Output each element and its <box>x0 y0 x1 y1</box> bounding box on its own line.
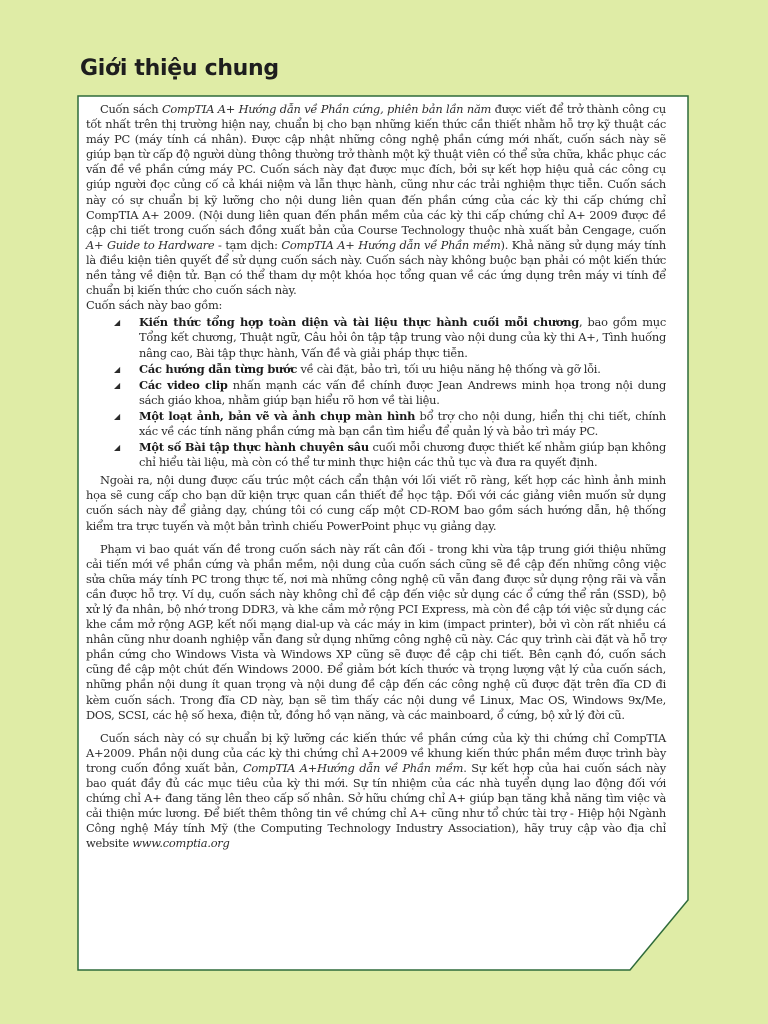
software-book-title: CompTIA A+Hướng dẫn về Phần mềm <box>242 760 464 775</box>
triangle-bullet-icon: ◢ <box>114 364 120 374</box>
triangle-bullet-icon: ◢ <box>114 411 120 421</box>
paragraph-structure: Ngoài ra, nội dung được cấu trúc một cách cẩn thận với lối viết rõ ràng, kết hợp các hình ảnh minh họa sẽ cung cấp cho bạn dữ kiện trực quan cần thiết để học tập. Đối với các giảng viên muốn sử dụng cuốn sách này để giảng dạy, chúng tôi có cung cấp một CD-ROM bao gồm sách hướng dẫn, hệ thống kiểm tra trực tuyến và một bản trình chiếu PowerPoint phục vụ giảng dạy. <box>86 473 666 533</box>
paragraph-certification: Cuốn sách này có sự chuẩn bị kỹ lưỡng các kiến thức về phần cứng của kỳ thi chứng chỉ CompTIA A+2009. Phần nội dung của các kỳ thi chứng chỉ A+2009 về khung kiến thức phần mềm được trình bày trong cuốn đồng xuất bản, CompTIA A+Hướng dẫn về Phần mềm. Sự kết hợp của hai cuốn sách này bao quát đầy đủ các mục tiêu của kỳ thi mới. Sự tín nhiệm của các nhà tuyển dụng lao động đối với chứng chỉ A+ đang tăng lên theo cấp số nhân. Sở hữu chứng chỉ A+ giúp bạn tăng khả năng tìm việc và cải thiện mức lương. Để biết thêm thông tin về chứng chỉ A+ cũng như tổ chức tài trợ - Hiệp hội Ngành Công nghệ Máy tính Mỹ (the Computing Technology Industry Association), hãy truy cập vào địa chỉ website www.comptia.org <box>86 730 666 851</box>
intro-text-box <box>86 102 666 962</box>
list-item: ◢ Một số Bài tập thực hành chuyên sâu cuối mỗi chương được thiết kế nhằm giúp bạn không chỉ hiểu tài liệu, mà còn có thể tư minh thực hiện các thủ tục và đưa ra quyết định. <box>114 440 666 470</box>
triangle-bullet-icon: ◢ <box>114 318 120 328</box>
website-link[interactable]: www.comptia.org <box>132 836 230 851</box>
list-item: ◢ Một loạt ảnh, bản vẽ và ảnh chụp màn hình bổ trợ cho nội dung, hiển thị chi tiết, chính xác về các tính năng phần cứng mà bạn cần tìm hiểu để quản lý và bảo trì máy PC. <box>114 408 666 438</box>
companion-book-title: A+ Guide to Hardware <box>86 237 215 252</box>
triangle-bullet-icon: ◢ <box>114 443 120 453</box>
paragraph-intro: Cuốn sách CompTIA A+ Hướng dẫn về Phần cứng, phiên bản lần năm được viết để trở thành công cụ tốt nhất trên thị trường hiện nay, chuẩn bị cho bạn những kiến thức cần thiết nhằm hỗ trợ kỹ thuật các máy PC (máy tính cá nhân). Được cập nhật những công nghệ phần cứng mới nhất, cuốn sách này sẽ giúp bạn từ cấp độ người dùng thông thường trở thành một kỹ thuật viên có thể sửa chữa, khắc phục các vấn đề về phần cứng máy PC. Cuốn sách này đạt được mục đích, bởi sự kết hợp hiệu quả các công cụ giúp người đọc củng cố cả khái niệm và lẫn thực hành, cũng như các trải nghiệm thực tiễn. Cuốn sách này có sự chuẩn bị kỹ lưỡng cho nội dung liên quan đến phần cứng của các kỳ thi cấp chứng chỉ CompTIA A+ 2009. (Nội dung liên quan đến phần mềm của các kỳ thi cấp chứng chỉ A+ 2009 được đề cập chi tiết trong cuốn sách đồng xuất bản của Course Technology thuộc nhà xuất bản Cengage, cuốn A+ Guide to Hardware - tạm dịch: CompTIA A+ Hướng dẫn về Phần mềm). Khả năng sử dụng máy tính là điều kiện tiên quyết để sử dụng cuốn sách này. Cuốn sách này không buộc bạn phải có một kiến thức nền tảng về điện tử. Bạn có thể tham dự một khóa học tổng quan về các ứng dụng trên máy vi tính để chuẩn bị kiến thức cho cuốn sách này. <box>86 102 666 298</box>
list-item: ◢ Kiến thức tổng hợp toàn diện và tài liệu thực hành cuối mỗi chương, bao gồm mục Tổng kết chương, Thuật ngữ, Câu hỏi ôn tập tập trung vào nội dung của kỳ thi A+, Tình huống nâng cao, Bài tập thực hành, Vấn đề và giải pháp thực tiễn. <box>114 315 666 360</box>
page-title: Giới thiệu chung <box>80 56 279 81</box>
list-item: ◢ Các hướng dẫn từng bước về cài đặt, bảo trì, tối ưu hiệu năng hệ thống và gỡ lỗi. <box>114 361 601 376</box>
includes-label: Cuốn sách này bao gồm: <box>86 298 223 313</box>
book-title: CompTIA A+ Hướng dẫn về Phần cứng, phiên bản lần năm <box>161 102 492 116</box>
triangle-bullet-icon: ◢ <box>114 380 120 390</box>
feature-list <box>86 315 666 470</box>
list-item: ◢ Các video clip nhấn mạnh các vấn đề chính được Jean Andrews minh họa trong nội dung sách giáo khoa, nhằm giúp bạn hiểu rõ hơn về tài liệu. <box>114 377 667 407</box>
companion-book-title-vn: CompTIA A+ Hướng dẫn về Phần mềm <box>281 237 501 252</box>
paragraph-scope: Phạm vi bao quát vấn đề trong cuốn sách này rất cân đối - trong khi vừa tập trung giới thiệu những cải tiến mới về phần cứng và phần mềm, nội dung của cuốn sách cũng sẽ đề cập đến những công việc sửa chữa máy tính PC trong thực tế, nơi mà những công nghệ cũ vẫn đang được sử dụng rộng rãi và vẫn cần được hỗ trợ. Ví dụ, cuốn sách này không chỉ đề cập đến việc sử dụng các ổ cứng thể rắn (SSD), bộ xử lý đa nhân, bộ nhớ trong DDR3, và khe cắm mở rộng PCI Express, mà còn đề cập tới việc sử dụng các khe cắm mở rộng AGP, kết nối mạng dial-up và các máy in kim (impact printer), bởi vì còn rất nhiều cá nhân cũng như doanh nghiệp vẫn đang sử dụng những công nghệ cũ này. Các quy trình cài đặt và hỗ trợ phần cứng cho Windows Vista và Windows XP cũng sẽ được đề cập chi tiết. Bên cạnh đó, cuốn sách cũng đề cập một chút đến Windows 2000. Để giảm bớt kích thước và trọng lượng vật lý của cuốn sách, những phần nội dung ít quan trọng và nội dung đề cập đến các công nghệ cũ được đặt trên đĩa CD đi kèm cuốn sách. Trong đĩa CD này, bạn sẽ tìm thấy các nội dung về Linux, Mac OS, Windows 9x/Me, DOS, SCSI, các hệ số hexa, điện tử, đồng hồ vạn năng, và các mainboard, ổ cứng, bộ xử lý đời cũ. <box>86 541 666 722</box>
